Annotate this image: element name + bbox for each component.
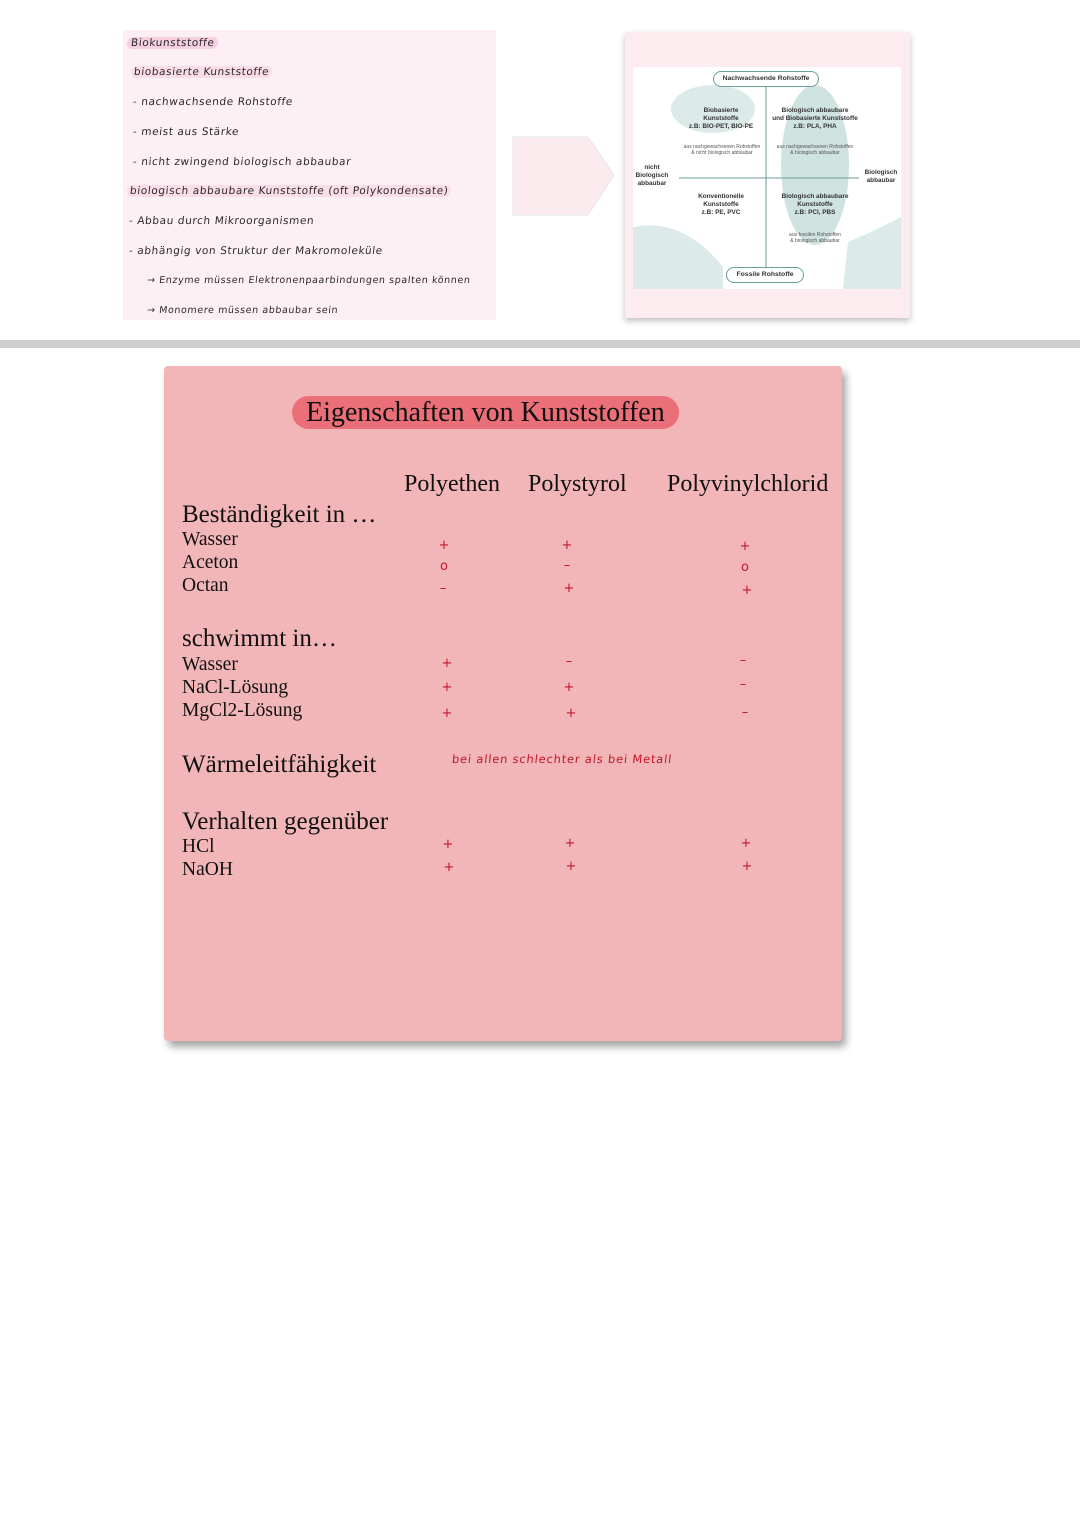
- value-mark: +: [564, 836, 576, 851]
- value-mark: +: [563, 581, 575, 596]
- column-header-polyethen: Polyethen: [404, 471, 500, 497]
- notes-heading: Biokunststoffe: [126, 37, 219, 49]
- row-label: NaCl-Lösung: [182, 677, 289, 698]
- quadrant-biobased-biodegradable-note: aus nachgewachsenen Rohstoffen & biologisch abbaubar: [776, 144, 854, 156]
- value-mark: +: [442, 837, 454, 852]
- value-mark: +: [741, 859, 753, 874]
- quadrant-fossil-biodegradable: Biologisch abbaubare Kunststoffe z.B: PCl, PBS: [781, 193, 849, 216]
- value-mark: +: [565, 859, 577, 874]
- section-floats: schwimmt in…: [182, 625, 337, 652]
- value-mark: –: [739, 653, 747, 668]
- value-mark: o: [440, 559, 448, 574]
- value-mark: +: [739, 539, 751, 554]
- value-mark: +: [441, 680, 453, 695]
- label-fossil: Fossile Rohstoffe: [726, 267, 804, 283]
- value-mark: –: [563, 558, 571, 573]
- row-label: NaOH: [182, 859, 233, 880]
- value-mark: +: [741, 583, 753, 598]
- diagram-card: [625, 32, 910, 318]
- value-mark: +: [441, 706, 453, 721]
- value-mark: –: [439, 581, 447, 596]
- quadrant-conventional: Konventionelle Kunststoffe z.B: PE, PVC: [698, 193, 744, 216]
- notes-line: - nicht zwingend biologisch abbaubar: [132, 156, 352, 168]
- row-label: MgCl2-Lösung: [182, 700, 303, 721]
- label-renewable: Nachwachsende Rohstoffe: [713, 71, 819, 87]
- section-conductivity: Wärmeleitfähigkeit: [182, 751, 377, 778]
- bioplastics-diagram: [633, 67, 901, 289]
- notes-panel: [123, 30, 496, 320]
- quadrant-fossil-biodegradable-note: aus fossilen Rohstoffen & biologisch abbaubar: [789, 232, 841, 244]
- page-divider: [0, 340, 1080, 348]
- row-label: Wasser: [182, 529, 238, 550]
- notes-line: → Monomere müssen abbaubar sein: [146, 305, 339, 316]
- value-mark: o: [741, 560, 749, 575]
- section-behavior: Verhalten gegenüber: [182, 808, 389, 835]
- value-mark: –: [741, 705, 749, 720]
- quadrant-biobased-biodegradable: Biologisch abbaubare und Biobasierte Kunststoffe z.B: PLA, PHA: [772, 107, 858, 130]
- quadrant-biobased: Biobasierte Kunststoffe z.B: BIO-PET, BIO-PE: [688, 107, 754, 130]
- value-mark: –: [565, 654, 573, 669]
- notes-line: - abhängig von Struktur der Makromoleküle: [128, 245, 384, 257]
- quadrant-biobased-note: aus nachgewachsenen Rohstoffen & nicht biologisch abbaubar: [683, 144, 761, 156]
- value-mark: +: [563, 680, 575, 695]
- notes-line: - Abbau durch Mikroorganismen: [128, 215, 315, 227]
- conductivity-note: bei allen schlechter als bei Metall: [451, 752, 673, 766]
- value-mark: +: [438, 538, 450, 553]
- column-header-polyvinylchlorid: Polyvinylchlorid: [667, 471, 829, 497]
- properties-card: [164, 366, 842, 1041]
- row-label: Aceton: [182, 552, 239, 573]
- value-mark: +: [561, 538, 573, 553]
- arrow-right-icon: [510, 133, 620, 219]
- column-header-polystyrol: Polystyrol: [528, 471, 627, 497]
- label-biodegradable: Biologisch abbaubar: [864, 169, 898, 184]
- label-not-biodegradable: nicht Biologisch abbaubar: [635, 164, 669, 187]
- row-label: HCl: [182, 836, 215, 857]
- row-label: Octan: [182, 575, 229, 596]
- notes-line: - meist aus Stärke: [132, 126, 240, 138]
- value-mark: +: [565, 706, 577, 721]
- notes-line: → Enzyme müssen Elektronenpaarbindungen spalten können: [146, 275, 472, 286]
- value-mark: –: [739, 677, 747, 692]
- value-mark: +: [441, 656, 453, 671]
- notes-line: biobasierte Kunststoffe: [130, 66, 272, 78]
- notes-line: - nachwachsende Rohstoffe: [132, 96, 294, 108]
- row-label: Wasser: [182, 654, 238, 675]
- page-title: Eigenschaften von Kunststoffen: [292, 396, 679, 429]
- section-resistance: Beständigkeit in …: [182, 501, 377, 528]
- notes-line: biologisch abbaubare Kunststoffe (oft Polykondensate): [126, 185, 452, 197]
- value-mark: +: [443, 860, 455, 875]
- value-mark: +: [740, 836, 752, 851]
